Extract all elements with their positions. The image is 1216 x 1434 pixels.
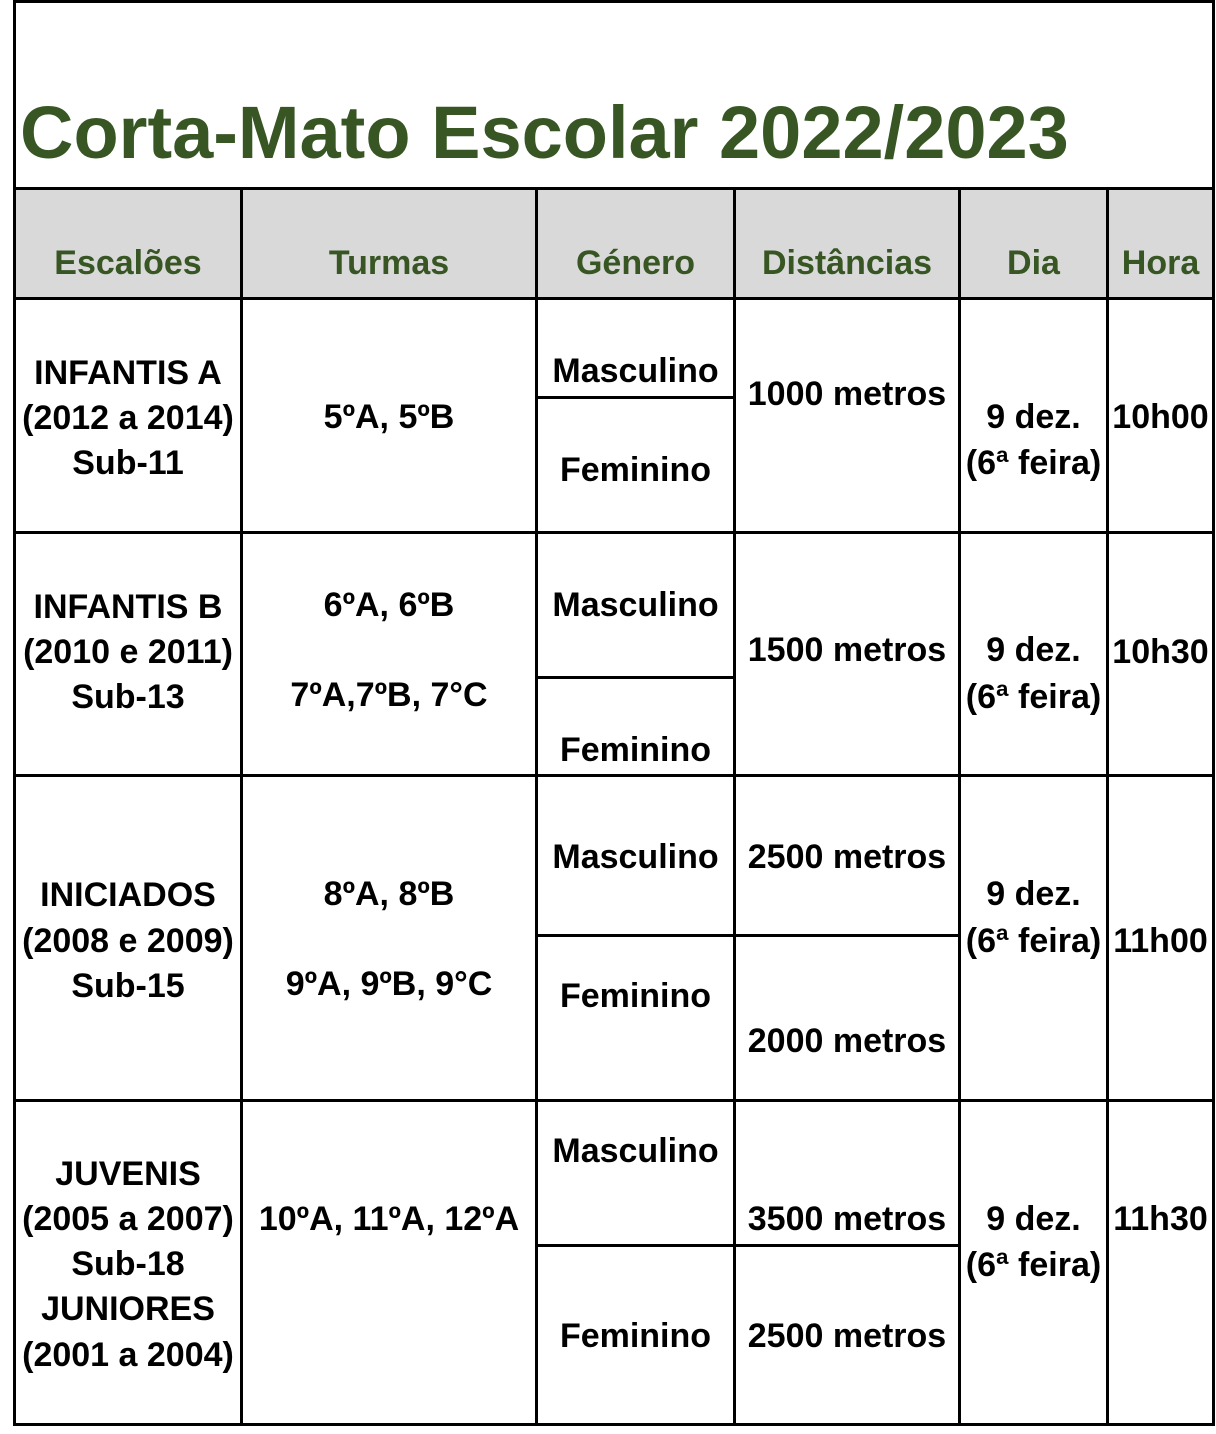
row1-turmas: 5ºA, 5ºB [323, 398, 455, 436]
row4-dia-line2: (6ª feira) [965, 1246, 1102, 1284]
row3-turmas-line2: 9ºA, 9ºB, 9°C [285, 965, 493, 1003]
row3-distancia-masculino: 2500 metros [747, 838, 947, 876]
row2-escalao-line3: Sub-13 [71, 678, 185, 716]
rule-title-bottom [13, 187, 1215, 190]
row3-escalao-line3: Sub-15 [71, 967, 185, 1005]
row4-escalao-line4: JUNIORES [41, 1290, 215, 1328]
row3-escalao-line2: (2008 e 2009) [22, 922, 234, 960]
rule-gender-split-1 [537, 396, 735, 399]
row2-dia-line1: 9 dez. [986, 631, 1081, 669]
row2-genero-masculino: Masculino [552, 586, 719, 624]
row1-escalao-line3: Sub-11 [72, 444, 184, 482]
row4-genero-masculino: Masculino [552, 1132, 719, 1170]
row3-distancia-feminino: 2000 metros [747, 1022, 947, 1060]
header-genero: Género [575, 244, 696, 282]
row1-hora: 10h00 [1112, 398, 1209, 436]
header-escaloes: Escalões [54, 244, 202, 282]
row4-escalao-line1: JUVENIS [55, 1155, 201, 1193]
row1-escalao-line1: INFANTIS A [34, 354, 222, 392]
row1-escalao-line2: (2012 a 2014) [22, 399, 234, 437]
row4-dia-line1: 9 dez. [986, 1200, 1081, 1238]
row4-genero-feminino: Feminino [559, 1317, 712, 1355]
row1-distancia: 1000 metros [747, 375, 947, 413]
row3-dia-line1: 9 dez. [986, 875, 1081, 913]
header-hora: Hora [1121, 244, 1200, 282]
border-right [1212, 0, 1215, 1426]
row4-distancia-feminino: 2500 metros [747, 1317, 947, 1355]
row4-escalao-line5: (2001 a 2004) [22, 1336, 234, 1374]
row4-escalao-line2: (2005 a 2007) [22, 1200, 234, 1238]
rule-header-bottom [13, 297, 1215, 300]
page-title: Corta-Mato Escolar 2022/2023 [20, 91, 1069, 174]
row3-hora: 11h00 [1113, 922, 1208, 960]
row3-dia-line2: (6ª feira) [965, 922, 1102, 960]
row1-dia-line1: 9 dez. [986, 398, 1081, 436]
rule-row1-bottom [13, 531, 1215, 534]
row4-turmas: 10ºA, 11ºA, 12ºA [258, 1200, 520, 1238]
header-distancias: Distâncias [761, 244, 933, 282]
header-turmas: Turmas [328, 244, 450, 282]
row1-genero-feminino: Feminino [559, 451, 712, 489]
border-top [14, 0, 1215, 3]
row1-genero-masculino: Masculino [552, 352, 719, 390]
row3-turmas-line1: 8ºA, 8ºB [323, 875, 455, 913]
row3-genero-feminino: Feminino [559, 977, 712, 1015]
rule-gender-split-3 [537, 934, 960, 937]
row4-distancia-masculino: 3500 metros [747, 1200, 947, 1238]
rule-gender-split-2 [537, 676, 735, 679]
row2-escalao-line2: (2010 e 2011) [23, 633, 233, 671]
row3-genero-masculino: Masculino [552, 838, 719, 876]
rule-row3-bottom [13, 1099, 1215, 1102]
row2-escalao-line1: INFANTIS B [33, 588, 223, 626]
row2-hora: 10h30 [1112, 633, 1209, 671]
rule-gender-split-4 [537, 1244, 960, 1247]
header-dia: Dia [1007, 244, 1060, 282]
row4-escalao-line3: Sub-18 [71, 1245, 185, 1283]
row2-genero-feminino: Feminino [559, 731, 712, 769]
rule-row2-bottom [13, 774, 1215, 777]
row2-dia-line2: (6ª feira) [965, 678, 1102, 716]
row3-escalao-line1: INICIADOS [40, 876, 216, 914]
row1-dia-line2: (6ª feira) [965, 444, 1102, 482]
row4-hora: 11h30 [1113, 1200, 1208, 1238]
row2-turmas-line1: 6ºA, 6ºB [323, 586, 455, 624]
border-bottom [13, 1423, 1215, 1426]
row2-distancia: 1500 metros [747, 631, 947, 669]
row2-turmas-line2: 7ºA,7ºB, 7°C [290, 676, 488, 714]
